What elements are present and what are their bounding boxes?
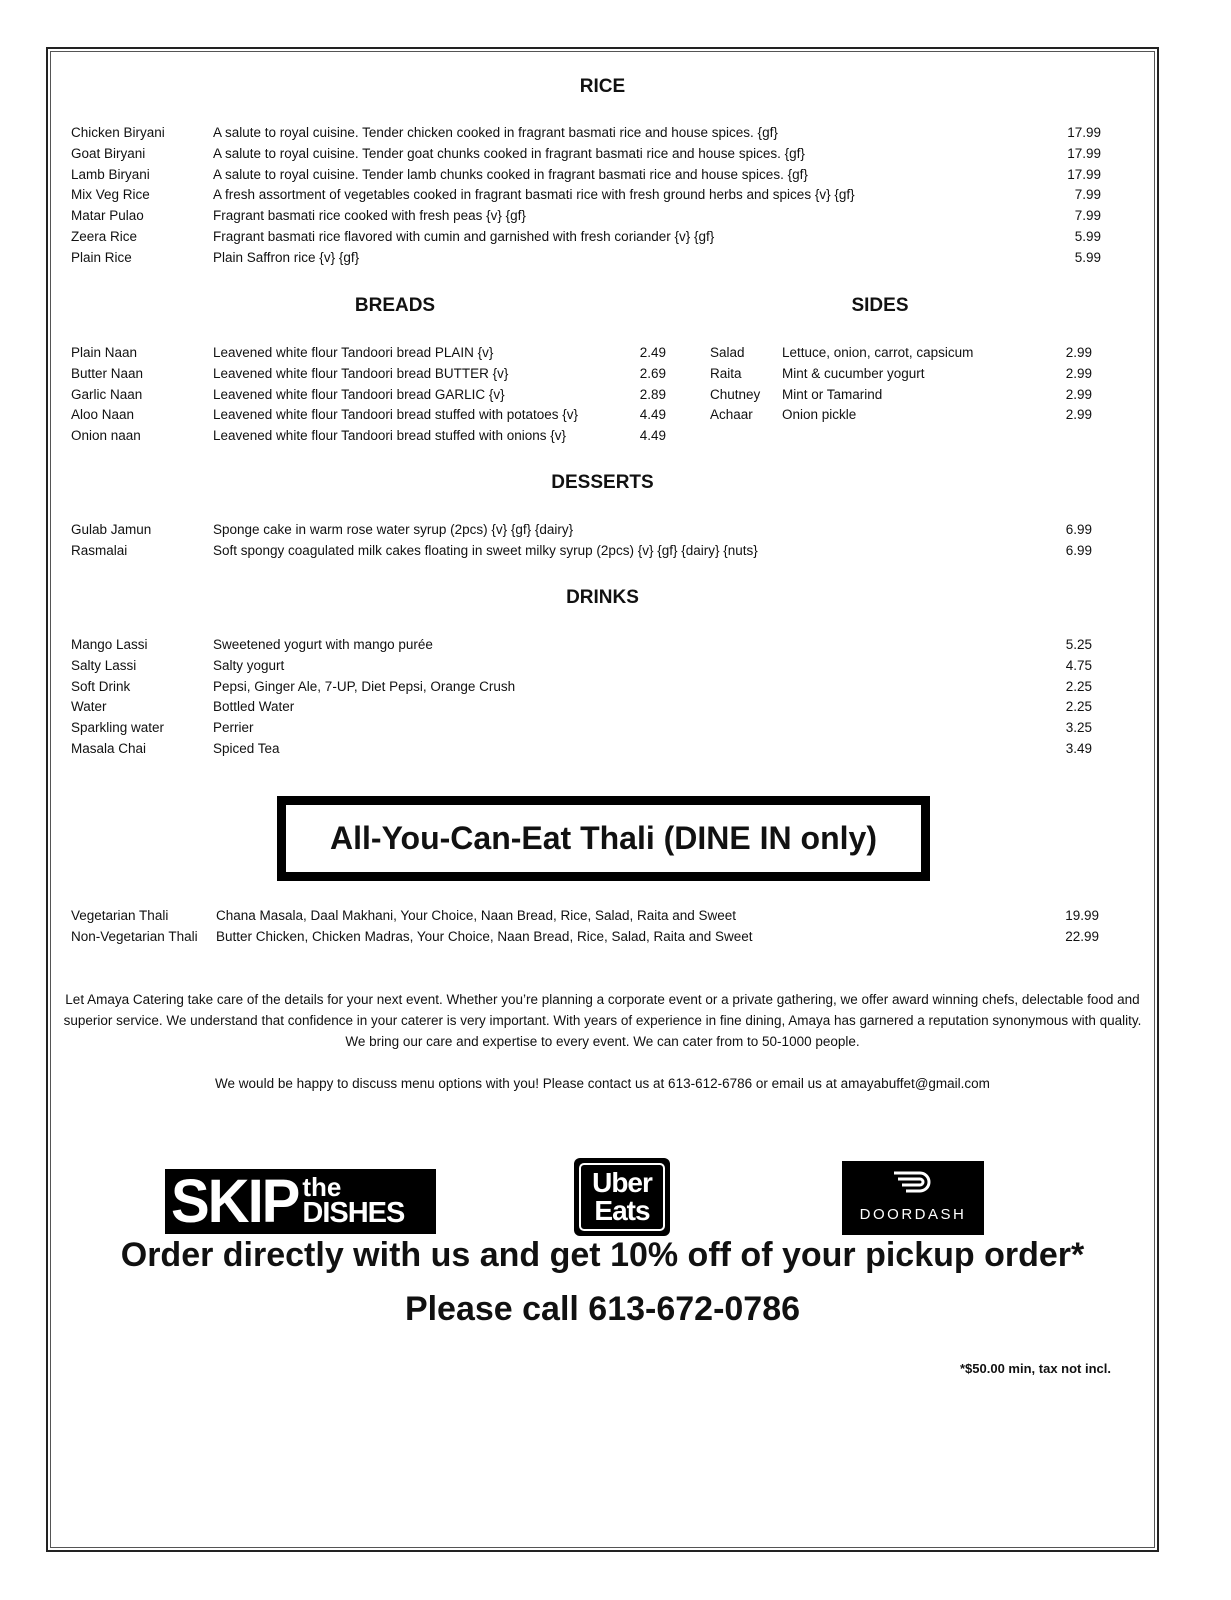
menu-item-price: 17.99 [1067,125,1101,140]
menu-item-name: Raita [710,365,742,381]
menu-item-description: Pepsi, Ginger Ale, 7-UP, Diet Pepsi, Orange Crush [213,678,516,694]
menu-item-price: 6.99 [1065,522,1092,537]
menu-item-description: Perrier [213,720,254,736]
uber-logo-line2: Eats [594,1195,650,1226]
menu-item-price: 17.99 [1067,145,1101,161]
menu-item-name: Butter Naan [71,365,144,381]
thali-banner [277,796,930,881]
menu-item [71,407,666,425]
skip-logo-subtext [302,1172,405,1230]
menu-item [71,720,1092,738]
menu-item-name: Garlic Naan [71,386,143,402]
menu-item-price: 4.49 [639,407,666,423]
menu-item [71,387,666,405]
doordash-icon [892,1169,934,1195]
menu-item-price: 17.99 [1067,166,1101,182]
menu-item [710,345,1092,363]
doordash-logo [842,1161,984,1235]
menu-item-description: A fresh assortment of vegetables cooked in fragrant basmati rice with fresh ground herbs and spices {v} {gf} [213,187,855,203]
menu-item-description: Lettuce, onion, carrot, capsicum [782,345,974,360]
menu-item-description: Spiced Tea [213,741,280,756]
breads-heading: BREADS [354,295,436,316]
menu-item-price: 4.49 [639,428,666,444]
skip-the-dishes-logo [165,1166,436,1236]
menu-item-description: Salty yogurt [213,657,285,673]
sides-heading: SIDES [851,295,909,316]
menu-item-description: Onion pickle [782,407,857,423]
menu-item [71,908,1099,926]
menu-item-price: 2.99 [1065,345,1092,360]
menu-item-description: Sweetened yogurt with mango purée [213,637,433,652]
menu-item-name: Aloo Naan [71,407,135,423]
menu-item-price: 7.99 [1074,208,1101,224]
menu-item-price: 7.99 [1074,187,1101,203]
menu-item-description: Fragrant basmati rice flavored with cumin and garnished with fresh coriander {v} {gf} [213,229,715,244]
menu-item [71,658,1092,676]
menu-item-price: 6.99 [1065,542,1092,558]
menu-item-description: A salute to royal cuisine. Tender lamb chunks cooked in fragrant basmati rice and house spices. {gf} [213,166,808,182]
menu-item-name: Sparkling water [71,720,165,736]
thali-banner-text: All-You-Can-Eat Thali (DINE IN only) [286,805,921,872]
menu-item-description: Leavened white flour Tandoori bread stuffed with onions {v} [213,428,566,444]
menu-item [71,146,1101,164]
menu-item-price: 3.25 [1065,720,1092,736]
menu-item [71,208,1101,226]
menu-item [71,679,1092,697]
menu-item [71,250,1101,268]
catering-contact: We would be happy to discuss menu options with you! Please contact us at 613-612-6786 or email us at amayabuffet@gmail.com [215,1076,990,1091]
menu-item-price: 2.99 [1065,386,1092,402]
menu-item-description: Leavened white flour Tandoori bread BUTTER {v} [213,365,509,381]
menu-item-price: 19.99 [1065,908,1099,923]
uber-logo-text [579,1163,665,1231]
promo-footnote: *$50.00 min, tax not incl. [960,1361,1111,1376]
promo-phone: Please call 613-672-0786 [404,1290,801,1328]
menu-item-price: 2.99 [1065,407,1092,423]
menu-item [710,407,1092,425]
catering-paragraph: Let Amaya Catering take care of the details for your next event. Whether you’re planning a corporate event or a private gathering, we offer award winning chefs, delectable food and superior service. We understand that confidence in your caterer is very important. With years of experience in fine dining, Amaya has garnered a reputation synonymous with quality. We bring our care and expertise to every event. We can cater from to 50-1000 people. [63,992,1142,1049]
menu-item-name: Lamb Biryani [71,166,150,182]
menu-item-description: Butter Chicken, Chicken Madras, Your Choice, Naan Bread, Rice, Salad, Raita and Sweet [216,928,753,944]
menu-item-name: Vegetarian Thali [71,908,169,923]
menu-item-name: Rasmalai [71,542,128,558]
menu-item-price: 2.49 [639,345,666,360]
menu-item-price: 2.69 [639,365,666,381]
skip-logo-the: the [302,1172,342,1203]
menu-item-description: Soft spongy coagulated milk cakes floating in sweet milky syrup (2pcs) {v} {gf} {dairy} {nuts} [213,542,758,558]
drinks-heading: DRINKS [566,587,639,608]
menu-item-description: Bottled Water [213,699,295,715]
menu-item [71,345,666,363]
menu-item [71,522,1092,540]
menu-item-name: Chicken Biryani [71,125,165,140]
menu-item [71,167,1101,185]
menu-item-name: Soft Drink [71,678,131,694]
skip-logo-dishes: DISHES [302,1197,405,1230]
uber-eats-logo [574,1158,670,1236]
menu-item-price: 2.89 [639,386,666,402]
menu-item [71,699,1092,717]
menu-item [710,387,1092,405]
menu-item-description: A salute to royal cuisine. Tender goat chunks cooked in fragrant basmati rice and house spices. {gf} [213,145,805,161]
menu-item-description: Leavened white flour Tandoori bread PLAIN {v} [213,345,494,360]
menu-item-description: Leavened white flour Tandoori bread stuffed with potatoes {v} [213,407,579,423]
menu-item-price: 5.99 [1074,249,1101,265]
menu-item-name: Matar Pulao [71,208,144,224]
menu-item-name: Zeera Rice [71,229,138,244]
menu-item-name: Non-Vegetarian Thali [71,928,198,944]
menu-item-name: Goat Biryani [71,145,146,161]
menu-item-price: 5.99 [1074,229,1101,244]
uber-logo-line1: Uber [592,1167,652,1198]
menu-item-name: Masala Chai [71,741,147,756]
menu-item [71,929,1099,947]
menu-item-price: 2.25 [1065,699,1092,715]
menu-item-price: 5.25 [1065,637,1092,652]
menu-item-price: 22.99 [1065,928,1099,944]
menu-item-name: Plain Rice [71,249,132,265]
menu-item-description: Fragrant basmati rice cooked with fresh peas {v} {gf} [213,208,526,224]
promo-headline: Order directly with us and get 10% off of your pickup order* [120,1236,1085,1274]
menu-item-name: Plain Naan [71,345,138,360]
menu-item [71,125,1101,143]
menu-item-name: Mix Veg Rice [71,187,150,203]
menu-item-description: Chana Masala, Daal Makhani, Your Choice, Naan Bread, Rice, Salad, Raita and Sweet [216,908,737,923]
menu-item-description: Sponge cake in warm rose water syrup (2pcs) {v} {gf} {dairy} [213,522,574,537]
menu-item-description: Mint & cucumber yogurt [782,365,925,381]
menu-item [71,637,1092,655]
menu-item-description: Leavened white flour Tandoori bread GARLIC {v} [213,386,505,402]
menu-item-name: Achaar [710,407,753,423]
menu-item [71,229,1101,247]
menu-item [71,366,666,384]
menu-item-name: Salad [710,345,745,360]
menu-item [71,187,1101,205]
menu-item-name: Onion naan [71,428,141,444]
menu-item-name: Mango Lassi [71,637,148,652]
menu-item-description: Mint or Tamarind [782,386,883,402]
menu-item [71,428,666,446]
menu-item-description: A salute to royal cuisine. Tender chicken cooked in fragrant basmati rice and house spices. {gf} [213,125,778,140]
skip-logo-text: SKIP [171,1166,299,1236]
menu-item-name: Water [71,699,107,715]
menu-item [71,543,1092,561]
menu-item [71,741,1092,759]
menu-item-price: 3.49 [1065,741,1092,756]
menu-item-name: Salty Lassi [71,657,137,673]
menu-item-name: Chutney [710,386,761,402]
menu-item [710,366,1092,384]
rice-heading: RICE [579,76,626,97]
desserts-heading: DESSERTS [551,472,654,493]
menu-item-price: 2.25 [1065,678,1092,694]
doordash-logo-text: DOORDASH [859,1206,967,1223]
menu-item-name: Gulab Jamun [71,522,152,537]
menu-item-price: 4.75 [1065,657,1092,673]
menu-item-description: Plain Saffron rice {v} {gf} [213,249,360,265]
menu-item-price: 2.99 [1065,365,1092,381]
